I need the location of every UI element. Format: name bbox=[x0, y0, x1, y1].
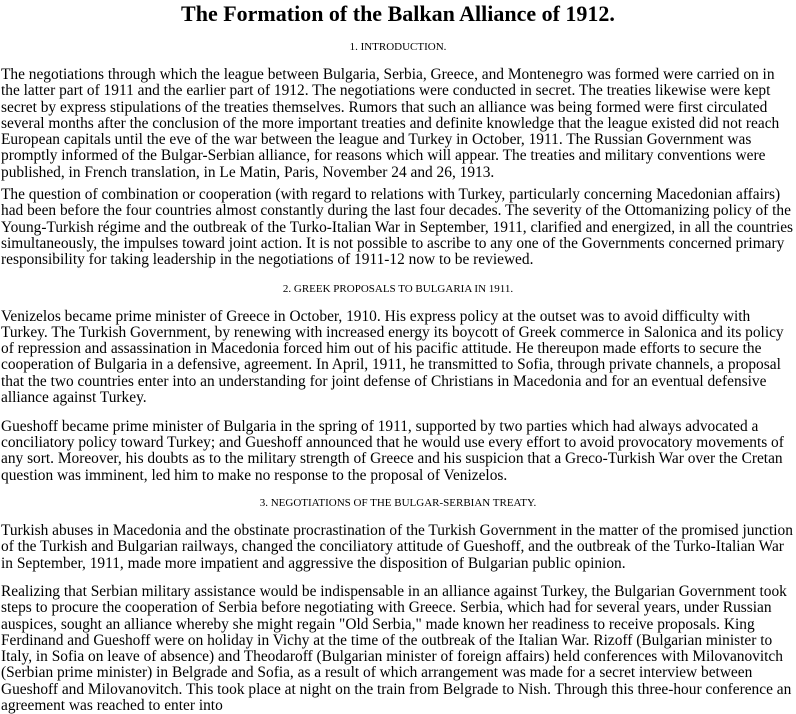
section-heading-bulgar-serbian-treaty: 3. NEGOTIATIONS OF THE BULGAR-SERBIAN TREATY. bbox=[259, 497, 537, 510]
paragraph: Venizelos became prime minister of Greece in October, 1910. His express policy at the outset was to avoid difficulty with Turkey. The Turkish Government, by renewing with increased energy its boycott of Greek commerce in Salonica and its policy of repression and assassination in Macedonia forced him out of his pacific attitude. He thereupon made efforts to secure the cooperation of Bulgaria in a defensive, agreement. In April, 1911, he transmitted to Sofia, through private channels, a proposal that the two countries enter into an understanding for joint defense of Christians in Macedonia and for an eventual defensive alliance against Turkey. bbox=[1, 307, 784, 407]
section-heading-greek-proposals: 2. GREEK PROPOSALS TO BULGARIA IN 1911. bbox=[282, 282, 514, 295]
document-title: The Formation of the Balkan Alliance of 1912. bbox=[181, 1, 615, 26]
paragraph: Gueshoff became prime minister of Bulgaria in the spring of 1911, supported by two parties which had always advocated a conciliatory policy toward Turkey; and Gueshoff announced that he would use every effort to avoid provocatory movements of any sort. Moreover, his doubts as to the military strength of Greece and his suspicion that a Greco-Turkish War over the Cretan question was imminent, led him to make no response to the proposal of Venizelos. bbox=[1, 417, 784, 484]
section-heading-introduction: 1. INTRODUCTION. bbox=[349, 41, 447, 53]
paragraph: The negotiations through which the league between Bulgaria, Serbia, Greece, and Montenegro was formed were carried on in the latter part of 1911 and the earlier part of 1912. The negotiations were conducted in secret. The treaties likewise were kept secret by express stipulations of the treaties themselves. Rumors that such an alliance was being formed were first circulated several months after the conclusion of the more important treaties and definite knowledge that the league existed did not reach European capitals until the eve of the war between the league and Turkey in October, 1911. The Russian Government was promptly informed of the Bulgar-Serbian alliance, for reasons which will appear. The treaties and military conventions were published, in French translation, in Le Matin, Paris, November 24 and 26, 1913. bbox=[1, 66, 780, 181]
paragraph: Realizing that Serbian military assistance would be indispensable in an alliance against Turkey, the Bulgarian Government took steps to procure the cooperation of Serbia before negotiating with Greece. Serbia, which had for several years, under Russian auspices, sought an alliance whereby she might regain "Old Serbia," made known her readiness to receive proposals. King Ferdinand and Gueshoff were on holiday in Vichy at the time of the outbreak of the Italian War. Rizoff (Bulgarian minister to Italy, in Sofia on leave of absence) and Theodaroff (Bulgarian minister of foreign affairs) held conferences with Milovanovitch (Serbian prime minister) in Belgrade and Sofia, as a result of which arrangement was made for a secret interview between Gueshoff and Milovanovitch. This took place at night on the train from Belgrade to Nish. Through this three-hour conference an agreement was reached to enter into bbox=[1, 582, 792, 714]
paragraph: The question of combination or cooperation (with regard to relations with Turkey, particularly concerning Macedonian affairs) had been before the four countries almost constantly during the last four decades. The severity of the Ottomanizing policy of the Young-Turkish régime and the outbreak of the Turko-Italian War in September, 1911, clarified and energized, in all the countries simultaneously, the impulses toward joint action. It is not possible to ascribe to any one of the Governments concerned primary responsibility for taking leadership in the negotiations of 1911-12 now to be reviewed. bbox=[1, 186, 794, 269]
paragraph: Turkish abuses in Macedonia and the obstinate procrastination of the Turkish Government in the matter of the promised junction of the Turkish and Bulgarian railways, changed the conciliatory attitude of Gueshoff, and the outbreak of the Turko-Italian War in September, 1911, made more impatient and aggressive the disposition of Bulgarian public opinion. bbox=[1, 522, 793, 572]
